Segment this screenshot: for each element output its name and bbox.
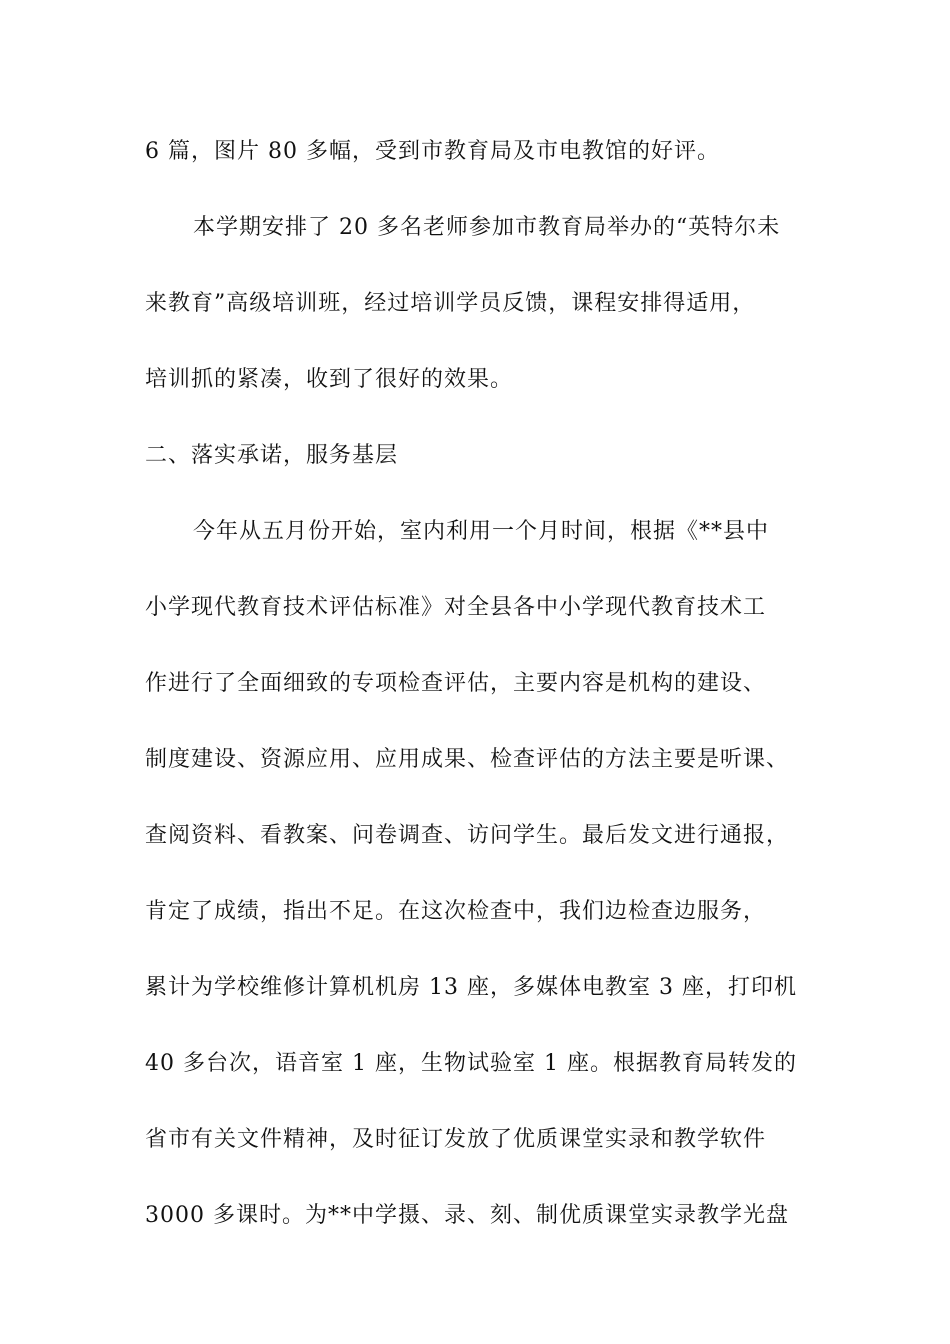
paragraph-line: 本学期安排了 20 多名老师参加市教育局举办的“英特尔未 [193,215,781,240]
paragraph-line: 40 多台次，语音室 1 座，生物试验室 1 座。根据教育局转发的 [145,1051,797,1076]
document-body [145,128,825,1268]
paragraph-line: 6 篇，图片 80 多幅，受到市教育局及市电教馆的好评。 [145,139,720,164]
paragraph-line: 省市有关文件精神，及时征订发放了优质课堂实录和教学软件 [145,1127,767,1152]
paragraph-line: 查阅资料、看教案、问卷调查、访问学生。最后发文进行通报， [145,823,790,848]
section-heading: 二、落实承诺，服务基层 [145,443,399,468]
paragraph-line: 培训抓的紧凑，收到了很好的效果。 [145,367,514,392]
paragraph-line: 肯定了成绩，指出不足。在这次检查中，我们边检查边服务， [145,899,767,924]
paragraph-line: 3000 多课时。为**中学摄、录、刻、制优质课堂实录教学光盘 [145,1203,789,1228]
paragraph-line: 累计为学校维修计算机机房 13 座，多媒体电教室 3 座，打印机 [145,975,797,1000]
paragraph-line: 制度建设、资源应用、应用成果、检查评估的方法主要是听课、 [145,747,790,772]
paragraph-line: 小学现代教育技术评估标准》对全县各中小学现代教育技术工 [145,595,767,620]
paragraph-line: 今年从五月份开始，室内利用一个月时间，根据《**县中 [193,519,770,544]
paragraph-line: 作进行了全面细致的专项检查评估，主要内容是机构的建设、 [145,671,767,696]
paragraph-line: 来教育”高级培训班，经过培训学员反馈，课程安排得适用， [145,291,756,316]
